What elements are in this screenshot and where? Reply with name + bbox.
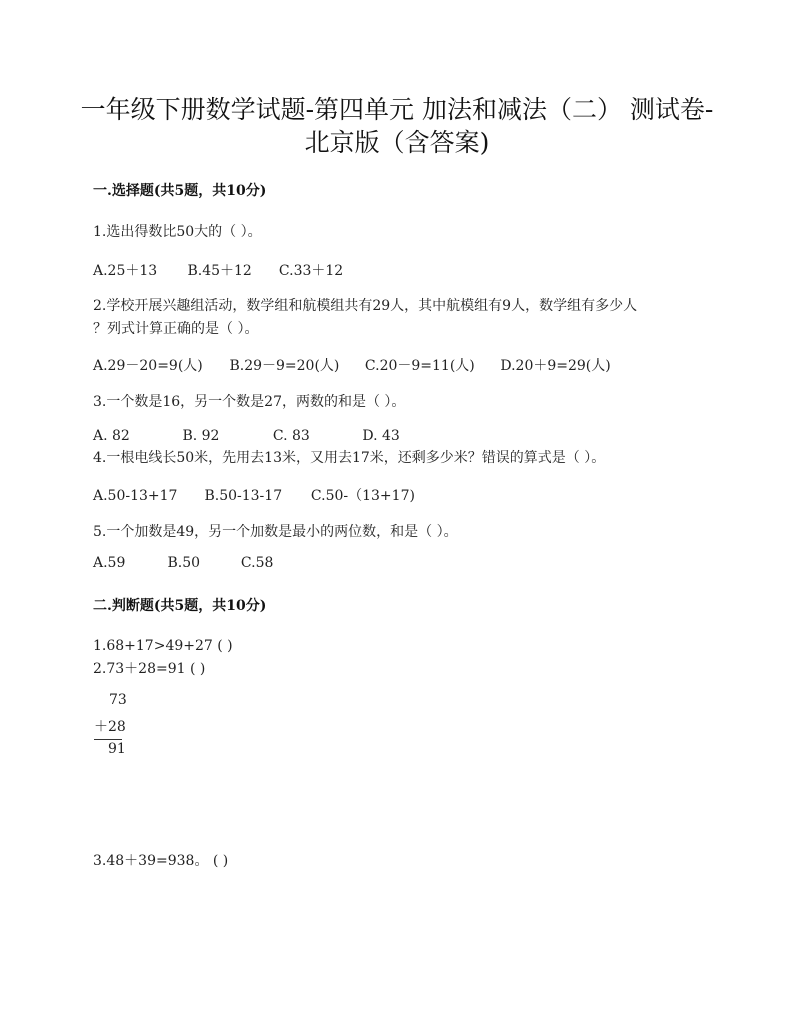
question-3-option-b: B. 92 <box>182 428 220 444</box>
question-3-option-a: A. 82 <box>93 428 130 444</box>
question-1-text: 1.选出得数比50大的（ ）。 <box>93 224 262 240</box>
question-2-option-a: A.29－20=9(人) <box>93 358 203 374</box>
question-1-options <box>93 260 343 280</box>
question-3-options <box>93 428 400 444</box>
question-3-text: 3.一个数是16，另一个数是27，两数的和是（ ）。 <box>93 394 406 410</box>
section-heading-true-false: 二.判断题(共5题，共10分) <box>93 598 267 614</box>
question-4-text: 4.一根电线长50米，先用去13米，又用去17米，还剩多少米？错误的算式是（ ）。 <box>93 450 606 466</box>
question-1-option-a: A.25＋13 <box>93 263 158 279</box>
question-4-option-c: C.50-（13+17) <box>310 488 415 504</box>
question-2-text-line-2: ？列式计算正确的是（ ）。 <box>93 321 259 337</box>
question-3-option-d: D. 43 <box>362 428 400 444</box>
vertical-calc-rule <box>94 739 122 740</box>
vertical-calc-result: 91 <box>108 741 126 757</box>
question-3-option-c: C. 83 <box>272 428 310 444</box>
question-2-option-b: B.29－9=20(人) <box>229 358 340 374</box>
question-2-option-d: D.20＋9=29(人) <box>500 358 611 374</box>
vertical-calc-addend: ＋28 <box>94 719 126 735</box>
question-4-options <box>93 485 415 505</box>
question-5-option-a: A.59 <box>93 555 126 571</box>
document-title-line-2: 北京版（含答案) <box>304 128 490 157</box>
question-1-option-c: C.33＋12 <box>278 263 344 279</box>
question-1-option-b: B.45＋12 <box>187 263 252 279</box>
question-5-text: 5.一个加数是49，另一个加数是最小的两位数，和是（ ）。 <box>93 524 458 540</box>
question-5-option-c: C.58 <box>240 555 274 571</box>
judgment-question-3: 3.48＋39=938。 ( ) <box>93 853 229 869</box>
question-2-options <box>93 355 611 375</box>
section-heading-multiple-choice: 一.选择题(共5题，共10分) <box>93 183 267 199</box>
question-4-option-a: A.50-13+17 <box>93 488 178 504</box>
judgment-question-2: 2.73＋28=91 ( ) <box>93 661 206 677</box>
question-4-option-b: B.50-13-17 <box>204 488 283 504</box>
question-5-options <box>93 555 273 571</box>
question-2-option-c: C.20－9=11(人) <box>364 358 475 374</box>
vertical-calc-top-number: 73 <box>109 692 127 708</box>
question-2-text-line-1: 2.学校开展兴趣组活动，数学组和航模组共有29人，其中航模组有9人，数学组有多少人 <box>93 298 638 314</box>
document-title-line-1: 一年级下册数学试题-第四单元 加法和减法（二） 测试卷- <box>80 95 714 124</box>
question-5-option-b: B.50 <box>167 555 201 571</box>
judgment-question-1: 1.68+17>49+27 ( ) <box>93 638 233 654</box>
